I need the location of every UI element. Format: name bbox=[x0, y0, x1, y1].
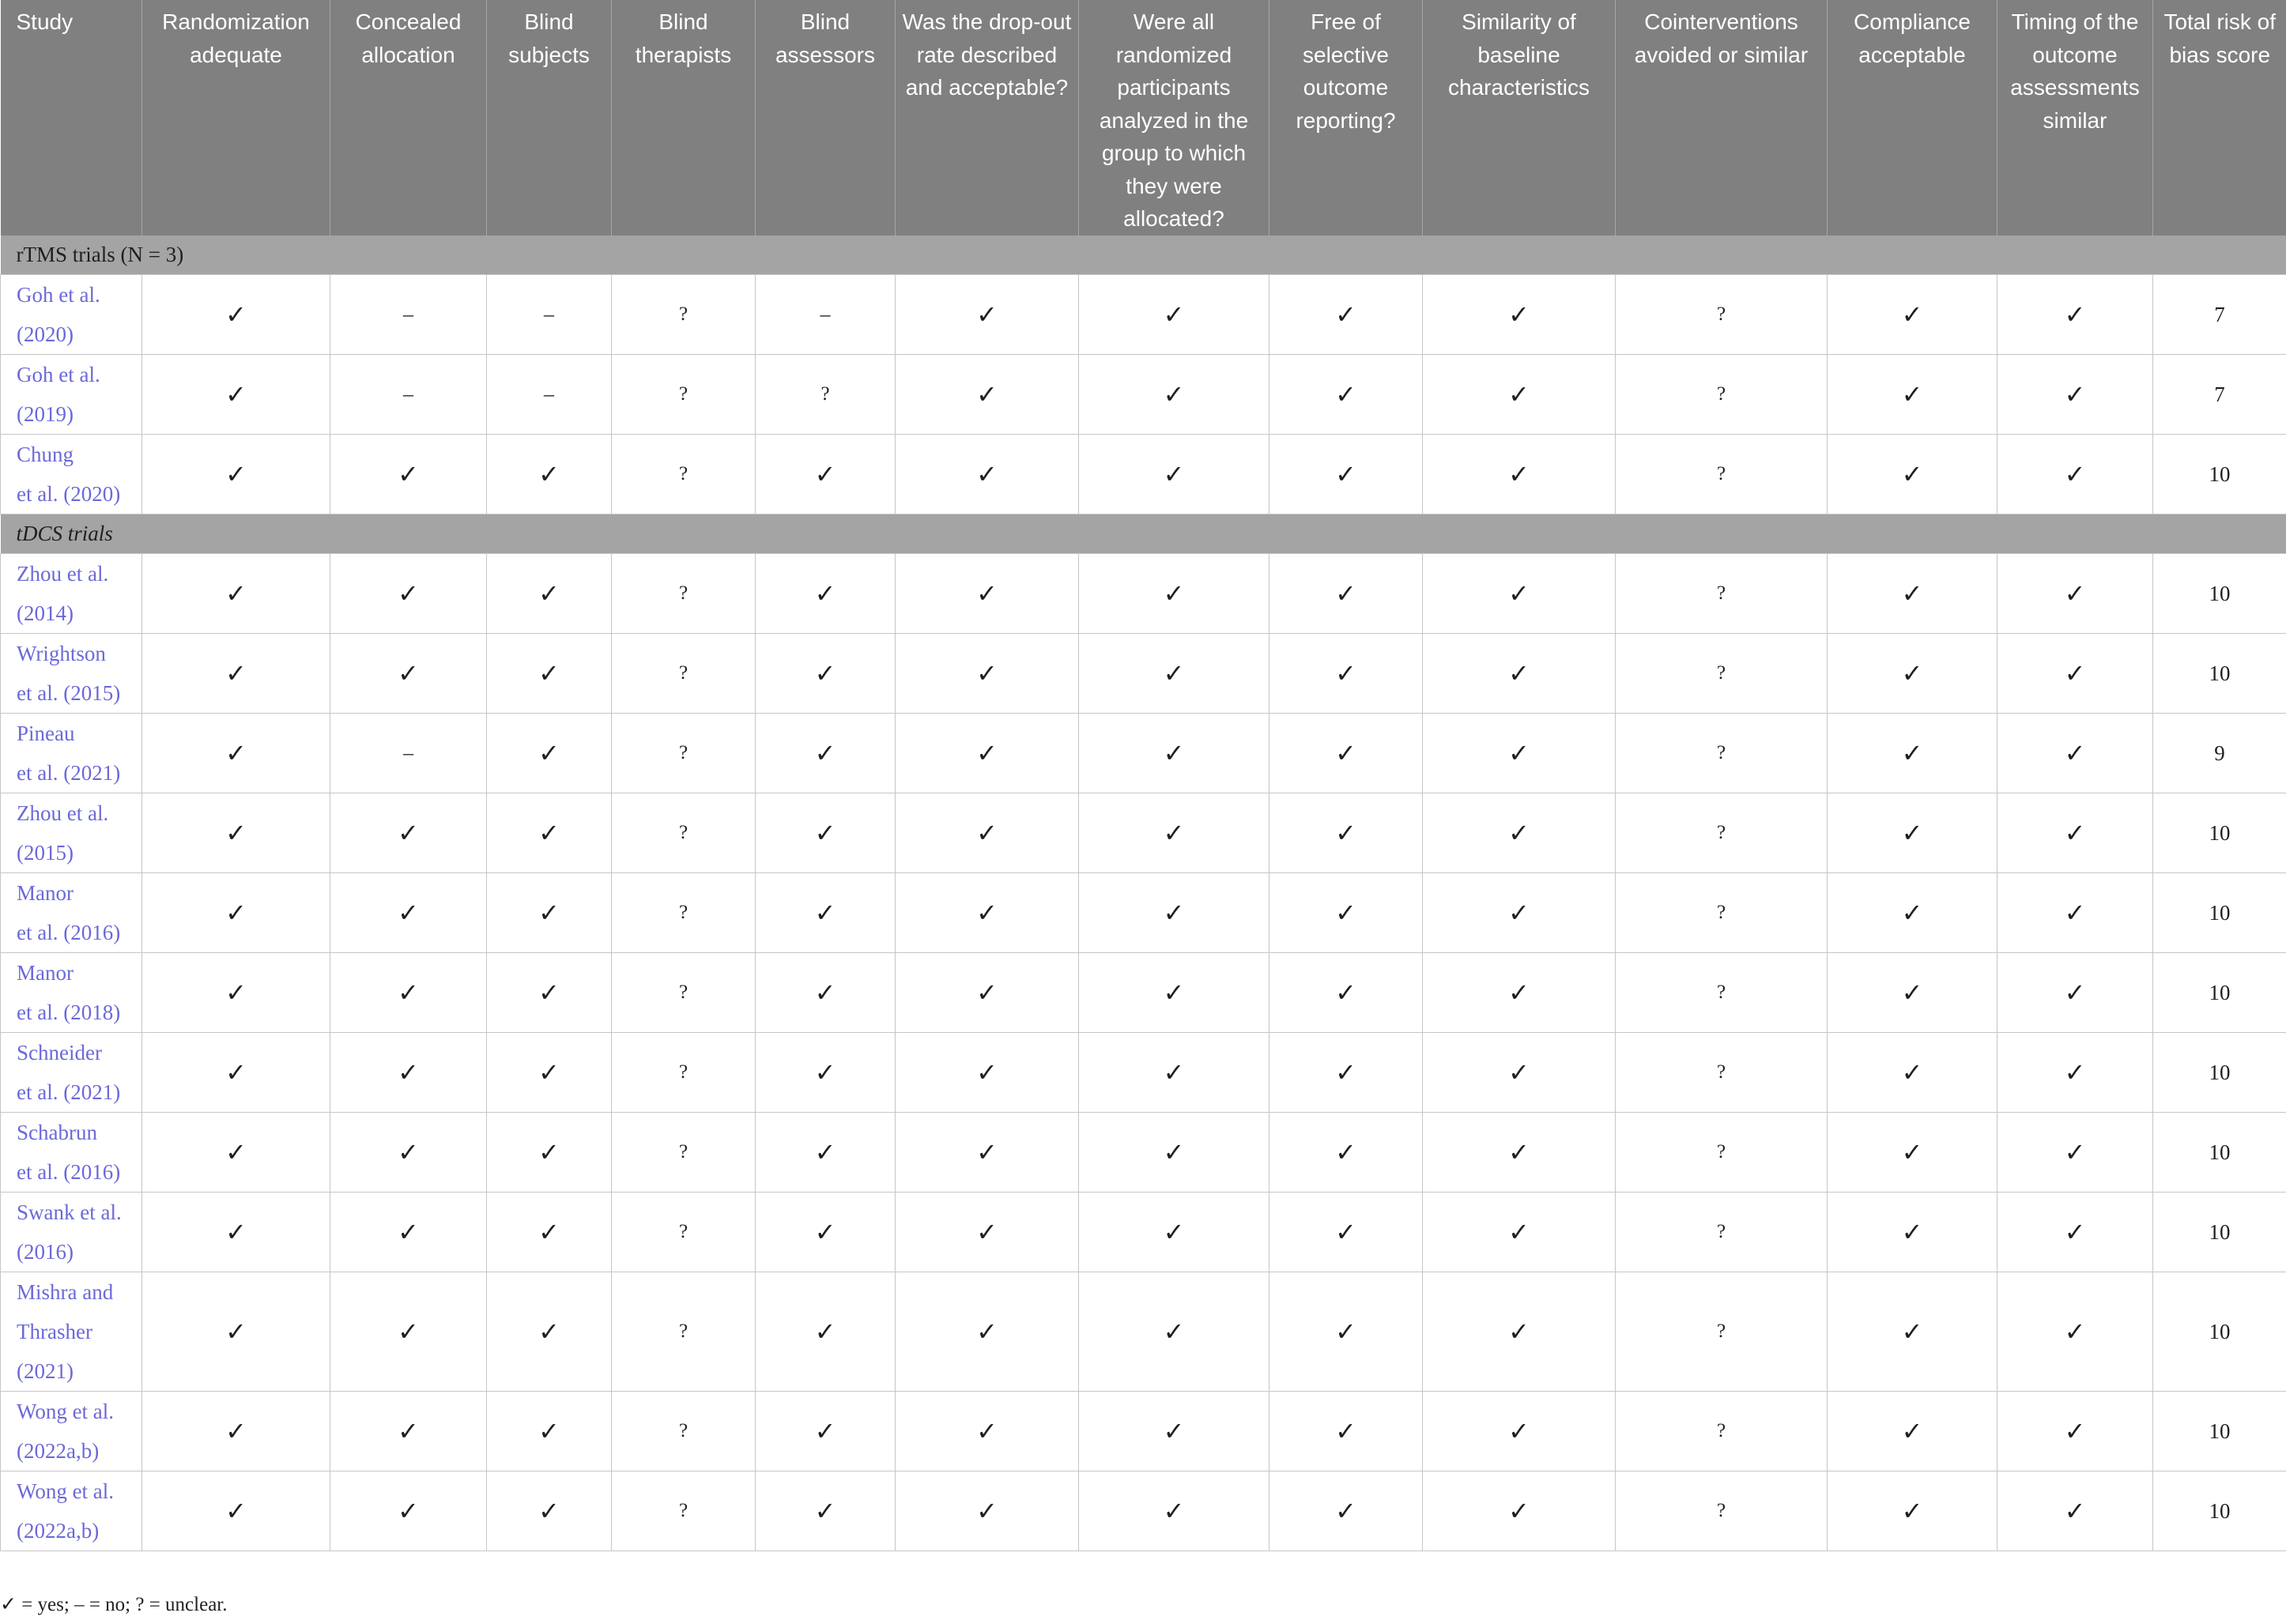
column-header: Total risk of bias score bbox=[2153, 0, 2286, 235]
rating-cell-yes: ✓ bbox=[896, 275, 1079, 355]
table-row bbox=[1, 1113, 2286, 1193]
table-row bbox=[1, 275, 2286, 355]
rating-cell-yes: ✓ bbox=[1828, 435, 1997, 514]
table-row bbox=[1, 873, 2286, 953]
rating-cell-unclear: ? bbox=[1616, 793, 1828, 873]
study-citation-link[interactable]: Chung et al. (2020) bbox=[1, 435, 142, 514]
rating-cell-yes: ✓ bbox=[487, 1392, 612, 1471]
study-citation-link[interactable]: Schabrun et al. (2016) bbox=[1, 1113, 142, 1193]
rating-cell-yes: ✓ bbox=[1079, 1392, 1269, 1471]
rating-cell-yes: ✓ bbox=[1269, 1033, 1423, 1113]
rating-cell-yes: ✓ bbox=[142, 1471, 330, 1551]
table-row bbox=[1, 793, 2286, 873]
rating-cell-yes: ✓ bbox=[1079, 435, 1269, 514]
rating-cell-yes: ✓ bbox=[1269, 355, 1423, 435]
rating-cell-yes: ✓ bbox=[487, 953, 612, 1033]
rating-cell-yes: ✓ bbox=[1997, 554, 2153, 634]
study-citation-link[interactable]: Schneider et al. (2021) bbox=[1, 1033, 142, 1113]
rating-cell-unclear: ? bbox=[756, 355, 896, 435]
rating-cell-yes: ✓ bbox=[1079, 355, 1269, 435]
total-score-cell: 7 bbox=[2153, 355, 2286, 435]
rating-cell-yes: ✓ bbox=[330, 793, 487, 873]
rating-cell-yes: ✓ bbox=[1997, 435, 2153, 514]
rating-cell-yes: ✓ bbox=[896, 355, 1079, 435]
table-row bbox=[1, 1392, 2286, 1471]
total-score-cell: 10 bbox=[2153, 1113, 2286, 1193]
rating-cell-yes: ✓ bbox=[1997, 1272, 2153, 1392]
rating-cell-yes: ✓ bbox=[1079, 1193, 1269, 1272]
rating-cell-unclear: ? bbox=[1616, 1392, 1828, 1471]
rating-cell-unclear: ? bbox=[1616, 554, 1828, 634]
rating-cell-yes: ✓ bbox=[487, 793, 612, 873]
table-row bbox=[1, 634, 2286, 714]
rating-cell-yes: ✓ bbox=[487, 1471, 612, 1551]
column-header: Randomization adequate bbox=[142, 0, 330, 235]
rating-cell-no: – bbox=[330, 275, 487, 355]
rating-cell-yes: ✓ bbox=[1997, 1392, 2153, 1471]
rating-cell-yes: ✓ bbox=[896, 1272, 1079, 1392]
table-row bbox=[1, 1272, 2286, 1392]
rating-cell-yes: ✓ bbox=[756, 1193, 896, 1272]
rating-cell-yes: ✓ bbox=[1997, 873, 2153, 953]
rating-cell-yes: ✓ bbox=[1269, 634, 1423, 714]
rating-cell-yes: ✓ bbox=[896, 793, 1079, 873]
rating-cell-no: – bbox=[756, 275, 896, 355]
rating-cell-yes: ✓ bbox=[330, 1392, 487, 1471]
rating-cell-unclear: ? bbox=[612, 793, 756, 873]
rating-cell-yes: ✓ bbox=[756, 953, 896, 1033]
column-header: Free of selective outcome reporting? bbox=[1269, 0, 1423, 235]
total-score-cell: 9 bbox=[2153, 714, 2286, 793]
rating-cell-yes: ✓ bbox=[756, 873, 896, 953]
rating-cell-yes: ✓ bbox=[487, 1193, 612, 1272]
rating-cell-yes: ✓ bbox=[1997, 1113, 2153, 1193]
total-score-cell: 10 bbox=[2153, 793, 2286, 873]
rating-cell-yes: ✓ bbox=[330, 1272, 487, 1392]
rating-cell-yes: ✓ bbox=[1997, 634, 2153, 714]
table-row bbox=[1, 1193, 2286, 1272]
study-citation-link[interactable]: Manor et al. (2016) bbox=[1, 873, 142, 953]
rating-cell-yes: ✓ bbox=[1079, 1113, 1269, 1193]
rating-cell-yes: ✓ bbox=[896, 1193, 1079, 1272]
rating-cell-yes: ✓ bbox=[487, 1113, 612, 1193]
rating-cell-yes: ✓ bbox=[756, 793, 896, 873]
rating-cell-unclear: ? bbox=[1616, 634, 1828, 714]
study-citation-link[interactable]: Wong et al. (2022a,b) bbox=[1, 1392, 142, 1471]
section-label: tDCS trials bbox=[1, 514, 2286, 554]
rating-cell-yes: ✓ bbox=[1997, 1033, 2153, 1113]
rating-cell-yes: ✓ bbox=[330, 953, 487, 1033]
rating-cell-yes: ✓ bbox=[1423, 1471, 1616, 1551]
rating-cell-unclear: ? bbox=[1616, 1272, 1828, 1392]
rating-cell-yes: ✓ bbox=[896, 634, 1079, 714]
study-citation-link[interactable]: Zhou et al. (2015) bbox=[1, 793, 142, 873]
rating-cell-unclear: ? bbox=[1616, 953, 1828, 1033]
rating-cell-yes: ✓ bbox=[756, 1033, 896, 1113]
rating-cell-unclear: ? bbox=[1616, 275, 1828, 355]
rating-cell-yes: ✓ bbox=[1423, 1272, 1616, 1392]
table-row bbox=[1, 1471, 2286, 1551]
column-header: Blind assessors bbox=[756, 0, 896, 235]
column-header-study: Study bbox=[1, 0, 142, 235]
rating-cell-yes: ✓ bbox=[1828, 355, 1997, 435]
column-header: Concealed allocation bbox=[330, 0, 487, 235]
rating-cell-yes: ✓ bbox=[1079, 1033, 1269, 1113]
rating-cell-yes: ✓ bbox=[756, 554, 896, 634]
rating-cell-yes: ✓ bbox=[1269, 873, 1423, 953]
table-body bbox=[1, 235, 2286, 1551]
rating-cell-yes: ✓ bbox=[1079, 714, 1269, 793]
header-row bbox=[1, 0, 2286, 235]
rating-cell-yes: ✓ bbox=[142, 873, 330, 953]
rating-cell-no: – bbox=[330, 714, 487, 793]
column-header: Compliance acceptable bbox=[1828, 0, 1997, 235]
column-header: Was the drop-out rate described and acceptable? bbox=[896, 0, 1079, 235]
rating-cell-yes: ✓ bbox=[1828, 873, 1997, 953]
total-score-cell: 10 bbox=[2153, 953, 2286, 1033]
rating-cell-yes: ✓ bbox=[1269, 1392, 1423, 1471]
rating-cell-unclear: ? bbox=[612, 873, 756, 953]
table-row bbox=[1, 355, 2286, 435]
rating-cell-yes: ✓ bbox=[1079, 634, 1269, 714]
rating-cell-yes: ✓ bbox=[330, 1471, 487, 1551]
rating-cell-yes: ✓ bbox=[1423, 1193, 1616, 1272]
rating-cell-yes: ✓ bbox=[756, 714, 896, 793]
rating-cell-yes: ✓ bbox=[1079, 275, 1269, 355]
rating-cell-unclear: ? bbox=[612, 1392, 756, 1471]
total-score-cell: 10 bbox=[2153, 873, 2286, 953]
rating-cell-yes: ✓ bbox=[1423, 275, 1616, 355]
rating-cell-yes: ✓ bbox=[1423, 1113, 1616, 1193]
rating-cell-yes: ✓ bbox=[1997, 1471, 2153, 1551]
study-citation-link[interactable]: Swank et al. (2016) bbox=[1, 1193, 142, 1272]
rating-cell-yes: ✓ bbox=[1997, 953, 2153, 1033]
rating-cell-yes: ✓ bbox=[487, 1033, 612, 1113]
rating-cell-yes: ✓ bbox=[1269, 953, 1423, 1033]
rating-cell-yes: ✓ bbox=[142, 793, 330, 873]
rating-cell-yes: ✓ bbox=[1997, 355, 2153, 435]
rating-cell-yes: ✓ bbox=[330, 1193, 487, 1272]
rating-cell-yes: ✓ bbox=[1079, 953, 1269, 1033]
total-score-cell: 10 bbox=[2153, 1033, 2286, 1113]
rating-cell-unclear: ? bbox=[1616, 873, 1828, 953]
rating-cell-yes: ✓ bbox=[1828, 714, 1997, 793]
rating-cell-yes: ✓ bbox=[142, 953, 330, 1033]
rating-cell-unclear: ? bbox=[612, 275, 756, 355]
rating-cell-yes: ✓ bbox=[1269, 275, 1423, 355]
table-row bbox=[1, 714, 2286, 793]
study-citation-link[interactable]: Wong et al. (2022a,b) bbox=[1, 1471, 142, 1551]
rating-cell-yes: ✓ bbox=[1423, 435, 1616, 514]
rating-cell-yes: ✓ bbox=[756, 1113, 896, 1193]
rating-cell-unclear: ? bbox=[1616, 1033, 1828, 1113]
rating-cell-yes: ✓ bbox=[1828, 793, 1997, 873]
rating-cell-yes: ✓ bbox=[1269, 714, 1423, 793]
total-score-cell: 10 bbox=[2153, 554, 2286, 634]
total-score-cell: 10 bbox=[2153, 1193, 2286, 1272]
column-header: Blind subjects bbox=[487, 0, 612, 235]
rating-cell-yes: ✓ bbox=[1269, 435, 1423, 514]
rating-cell-yes: ✓ bbox=[1828, 1033, 1997, 1113]
rating-cell-unclear: ? bbox=[1616, 1193, 1828, 1272]
rating-cell-yes: ✓ bbox=[1269, 1113, 1423, 1193]
rating-cell-yes: ✓ bbox=[896, 1033, 1079, 1113]
rating-cell-yes: ✓ bbox=[142, 1033, 330, 1113]
rating-cell-yes: ✓ bbox=[1828, 554, 1997, 634]
rating-cell-yes: ✓ bbox=[1997, 793, 2153, 873]
rating-cell-yes: ✓ bbox=[896, 1392, 1079, 1471]
rating-cell-yes: ✓ bbox=[1269, 554, 1423, 634]
rating-cell-unclear: ? bbox=[612, 1113, 756, 1193]
total-score-cell: 7 bbox=[2153, 275, 2286, 355]
section-label: rTMS trials (N = 3) bbox=[1, 235, 2286, 275]
rating-cell-yes: ✓ bbox=[896, 873, 1079, 953]
rating-cell-yes: ✓ bbox=[1423, 714, 1616, 793]
rating-cell-yes: ✓ bbox=[330, 1113, 487, 1193]
column-header: Similarity of baseline characteristics bbox=[1423, 0, 1616, 235]
table-row bbox=[1, 435, 2286, 514]
section-row bbox=[1, 235, 2286, 275]
rating-cell-yes: ✓ bbox=[1828, 1113, 1997, 1193]
rating-cell-yes: ✓ bbox=[142, 435, 330, 514]
rating-cell-yes: ✓ bbox=[1423, 634, 1616, 714]
rating-cell-yes: ✓ bbox=[1997, 714, 2153, 793]
rating-cell-yes: ✓ bbox=[1269, 1193, 1423, 1272]
rating-cell-yes: ✓ bbox=[330, 435, 487, 514]
rating-cell-unclear: ? bbox=[612, 953, 756, 1033]
rating-cell-no: – bbox=[487, 275, 612, 355]
rating-cell-unclear: ? bbox=[612, 634, 756, 714]
rating-cell-yes: ✓ bbox=[330, 634, 487, 714]
total-score-cell: 10 bbox=[2153, 1272, 2286, 1392]
rating-cell-yes: ✓ bbox=[1269, 1471, 1423, 1551]
table-row bbox=[1, 1033, 2286, 1113]
rating-cell-yes: ✓ bbox=[330, 873, 487, 953]
total-score-cell: 10 bbox=[2153, 1471, 2286, 1551]
rating-cell-yes: ✓ bbox=[1828, 1392, 1997, 1471]
rating-cell-unclear: ? bbox=[1616, 355, 1828, 435]
rating-cell-yes: ✓ bbox=[1079, 1272, 1269, 1392]
rating-cell-yes: ✓ bbox=[487, 873, 612, 953]
table-footnote: ✓ = yes; – = no; ? = unclear. bbox=[0, 1594, 228, 1615]
rating-cell-yes: ✓ bbox=[896, 435, 1079, 514]
rating-cell-yes: ✓ bbox=[1997, 1193, 2153, 1272]
rating-cell-unclear: ? bbox=[612, 355, 756, 435]
rating-cell-yes: ✓ bbox=[330, 554, 487, 634]
rating-cell-unclear: ? bbox=[612, 1272, 756, 1392]
rating-cell-no: – bbox=[487, 355, 612, 435]
column-header: Were all randomized participants analyzed in the group to which they were allocated? bbox=[1079, 0, 1269, 235]
rating-cell-yes: ✓ bbox=[1423, 554, 1616, 634]
rating-cell-yes: ✓ bbox=[756, 1471, 896, 1551]
total-score-cell: 10 bbox=[2153, 1392, 2286, 1471]
study-citation-link[interactable]: Pineau et al. (2021) bbox=[1, 714, 142, 793]
rating-cell-yes: ✓ bbox=[487, 554, 612, 634]
rating-cell-yes: ✓ bbox=[1423, 953, 1616, 1033]
rating-cell-unclear: ? bbox=[1616, 1113, 1828, 1193]
rating-cell-yes: ✓ bbox=[1423, 355, 1616, 435]
rating-cell-yes: ✓ bbox=[142, 355, 330, 435]
rating-cell-yes: ✓ bbox=[1997, 275, 2153, 355]
rating-cell-yes: ✓ bbox=[1423, 873, 1616, 953]
study-citation-link[interactable]: Goh et al. (2019) bbox=[1, 355, 142, 435]
total-score-cell: 10 bbox=[2153, 435, 2286, 514]
rating-cell-unclear: ? bbox=[612, 1033, 756, 1113]
rating-cell-yes: ✓ bbox=[1828, 1193, 1997, 1272]
rating-cell-yes: ✓ bbox=[756, 1272, 896, 1392]
rating-cell-unclear: ? bbox=[1616, 1471, 1828, 1551]
study-citation-link[interactable]: Zhou et al. (2014) bbox=[1, 554, 142, 634]
study-citation-link[interactable]: Wrightson et al. (2015) bbox=[1, 634, 142, 714]
rating-cell-unclear: ? bbox=[1616, 714, 1828, 793]
rating-cell-yes: ✓ bbox=[487, 634, 612, 714]
rating-cell-yes: ✓ bbox=[1269, 1272, 1423, 1392]
rating-cell-yes: ✓ bbox=[330, 1033, 487, 1113]
rating-cell-yes: ✓ bbox=[756, 435, 896, 514]
rating-cell-unclear: ? bbox=[612, 1193, 756, 1272]
rating-cell-yes: ✓ bbox=[142, 634, 330, 714]
rating-cell-yes: ✓ bbox=[756, 1392, 896, 1471]
rating-cell-yes: ✓ bbox=[487, 435, 612, 514]
rating-cell-yes: ✓ bbox=[1828, 1471, 1997, 1551]
rating-cell-unclear: ? bbox=[612, 714, 756, 793]
rating-cell-yes: ✓ bbox=[142, 554, 330, 634]
rating-cell-yes: ✓ bbox=[1269, 793, 1423, 873]
rating-cell-unclear: ? bbox=[1616, 435, 1828, 514]
rating-cell-unclear: ? bbox=[612, 1471, 756, 1551]
column-header: Timing of the outcome assessments similar bbox=[1997, 0, 2153, 235]
table-row bbox=[1, 953, 2286, 1033]
rating-cell-yes: ✓ bbox=[142, 1193, 330, 1272]
rating-cell-yes: ✓ bbox=[1828, 634, 1997, 714]
study-citation-link[interactable]: Mishra and Thrasher (2021) bbox=[1, 1272, 142, 1392]
section-row bbox=[1, 514, 2286, 554]
rating-cell-yes: ✓ bbox=[896, 1113, 1079, 1193]
rating-cell-yes: ✓ bbox=[1079, 793, 1269, 873]
rating-cell-unclear: ? bbox=[612, 554, 756, 634]
rating-cell-yes: ✓ bbox=[487, 1272, 612, 1392]
rating-cell-yes: ✓ bbox=[1079, 873, 1269, 953]
rating-cell-yes: ✓ bbox=[1828, 953, 1997, 1033]
column-header: Blind therapists bbox=[612, 0, 756, 235]
rating-cell-yes: ✓ bbox=[142, 1113, 330, 1193]
rating-cell-yes: ✓ bbox=[896, 714, 1079, 793]
rating-cell-yes: ✓ bbox=[1079, 554, 1269, 634]
rating-cell-yes: ✓ bbox=[1828, 1272, 1997, 1392]
column-header: Cointerventions avoided or similar bbox=[1616, 0, 1828, 235]
rating-cell-yes: ✓ bbox=[142, 714, 330, 793]
rating-cell-yes: ✓ bbox=[142, 1272, 330, 1392]
rating-cell-yes: ✓ bbox=[756, 634, 896, 714]
rating-cell-yes: ✓ bbox=[1828, 275, 1997, 355]
rating-cell-yes: ✓ bbox=[1423, 1392, 1616, 1471]
rating-cell-yes: ✓ bbox=[1423, 793, 1616, 873]
rating-cell-yes: ✓ bbox=[1423, 1033, 1616, 1113]
rating-cell-yes: ✓ bbox=[896, 554, 1079, 634]
study-citation-link[interactable]: Goh et al. (2020) bbox=[1, 275, 142, 355]
table-row bbox=[1, 554, 2286, 634]
rating-cell-no: – bbox=[330, 355, 487, 435]
rating-cell-yes: ✓ bbox=[142, 1392, 330, 1471]
rating-cell-yes: ✓ bbox=[896, 1471, 1079, 1551]
table-header bbox=[1, 0, 2286, 235]
rating-cell-yes: ✓ bbox=[487, 714, 612, 793]
study-citation-link[interactable]: Manor et al. (2018) bbox=[1, 953, 142, 1033]
rating-cell-unclear: ? bbox=[612, 435, 756, 514]
rating-cell-yes: ✓ bbox=[896, 953, 1079, 1033]
rating-cell-yes: ✓ bbox=[142, 275, 330, 355]
total-score-cell: 10 bbox=[2153, 634, 2286, 714]
rating-cell-yes: ✓ bbox=[1079, 1471, 1269, 1551]
